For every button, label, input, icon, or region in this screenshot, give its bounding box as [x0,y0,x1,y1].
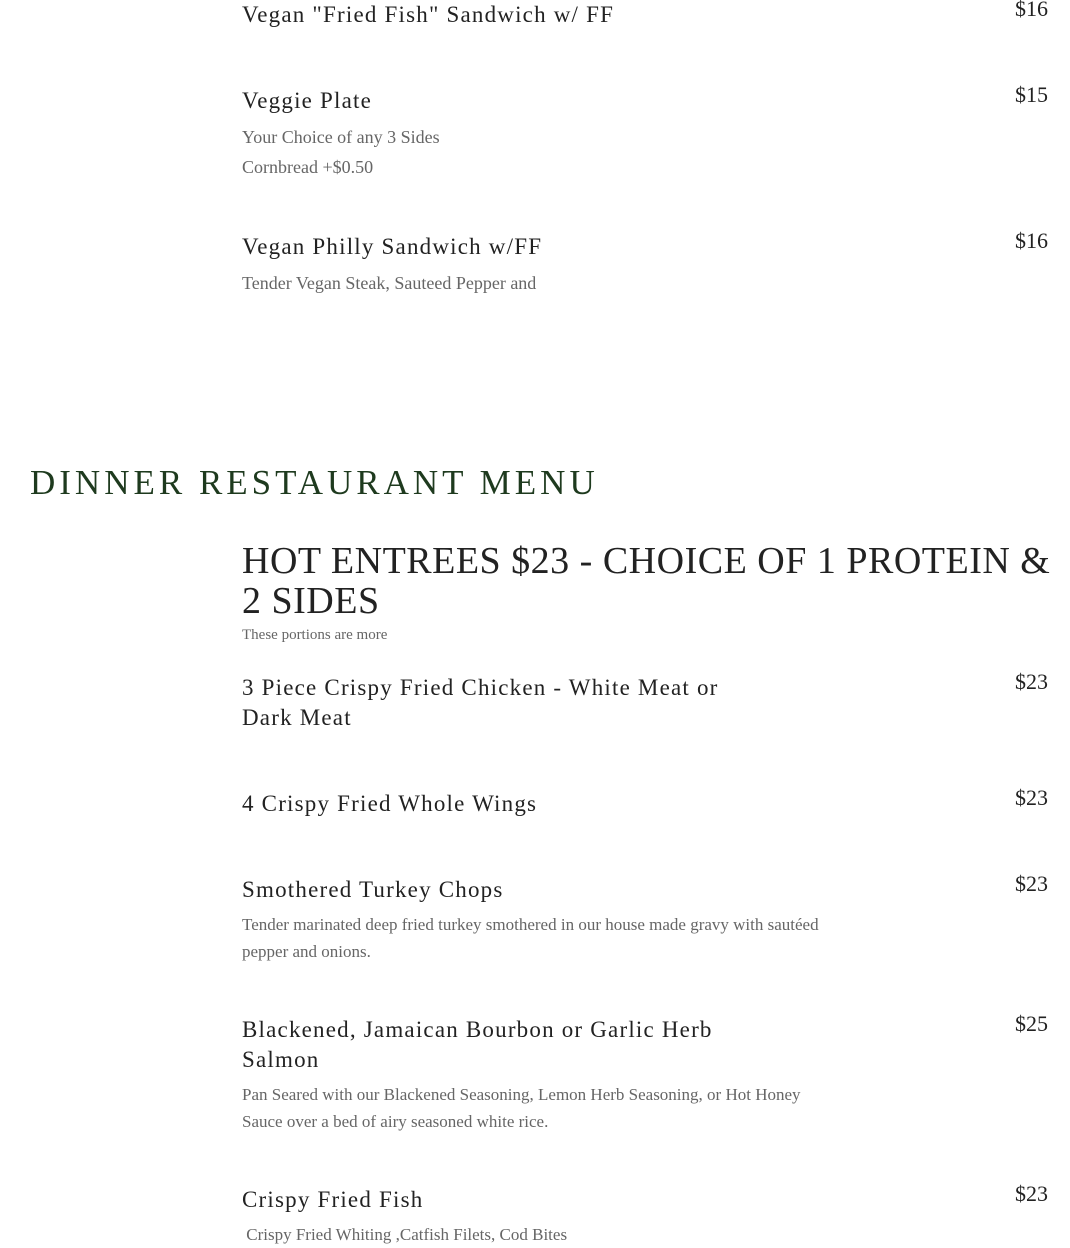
item-price: $15 [1015,82,1048,107]
menu-item [242,669,1048,733]
menu-item [242,82,1048,182]
item-price: $23 [1015,1181,1048,1206]
item-description [242,268,822,298]
item-name: 4 Crispy Fried Whole Wings [242,791,538,816]
item-price: $16 [1015,228,1048,253]
item-price: $25 [1015,1011,1048,1036]
item-name: Vegan Philly Sandwich w/FF [242,234,543,259]
item-name: Vegan "Fried Fish" Sandwich w/ FF [242,2,615,27]
item-name: Blackened, Jamaican Bourbon or Garlic Herb Salmon [242,1017,713,1072]
item-price: $16 [1015,0,1048,21]
item-description [242,122,822,182]
item-price: $23 [1015,669,1048,694]
category-note: These portions are more [242,627,388,643]
section-title: DINNER RESTAURANT MENU [30,463,599,502]
menu-item [242,785,1048,819]
menu-item [242,0,1048,30]
menu-item [242,1011,1048,1135]
item-description: Pan Seared with our Blackened Seasoning, Lemon Herb Seasoning, or Hot Honey Sauce over a bed of airy seasoned white rice. [242,1085,801,1131]
item-description: Crispy Fried Whiting ,Catfish Filets, Cod Bites [242,1225,568,1244]
item-name: Smothered Turkey Chops [242,877,504,902]
item-description-line: Tender Vegan Steak, Sauteed Pepper and [242,273,537,293]
menu-item [242,1181,1048,1248]
item-name: Veggie Plate [242,88,373,113]
item-description-line: Your Choice of any 3 Sides [242,127,440,147]
menu-item [242,871,1048,965]
category-heading: HOT ENTREES $23 - CHOICE OF 1 PROTEIN & 2 SIDES [242,540,1051,622]
item-name: 3 Piece Crispy Fried Chicken - White Meat or Dark Meat [242,675,719,730]
item-price: $23 [1015,871,1048,896]
item-description-line: Cornbread +$0.50 [242,157,374,177]
item-price: $23 [1015,785,1048,810]
menu-item [242,228,1048,298]
item-description: Tender marinated deep fried turkey smothered in our house made gravy with sautéed pepper and onions. [242,915,819,961]
item-name: Crispy Fried Fish [242,1187,424,1212]
